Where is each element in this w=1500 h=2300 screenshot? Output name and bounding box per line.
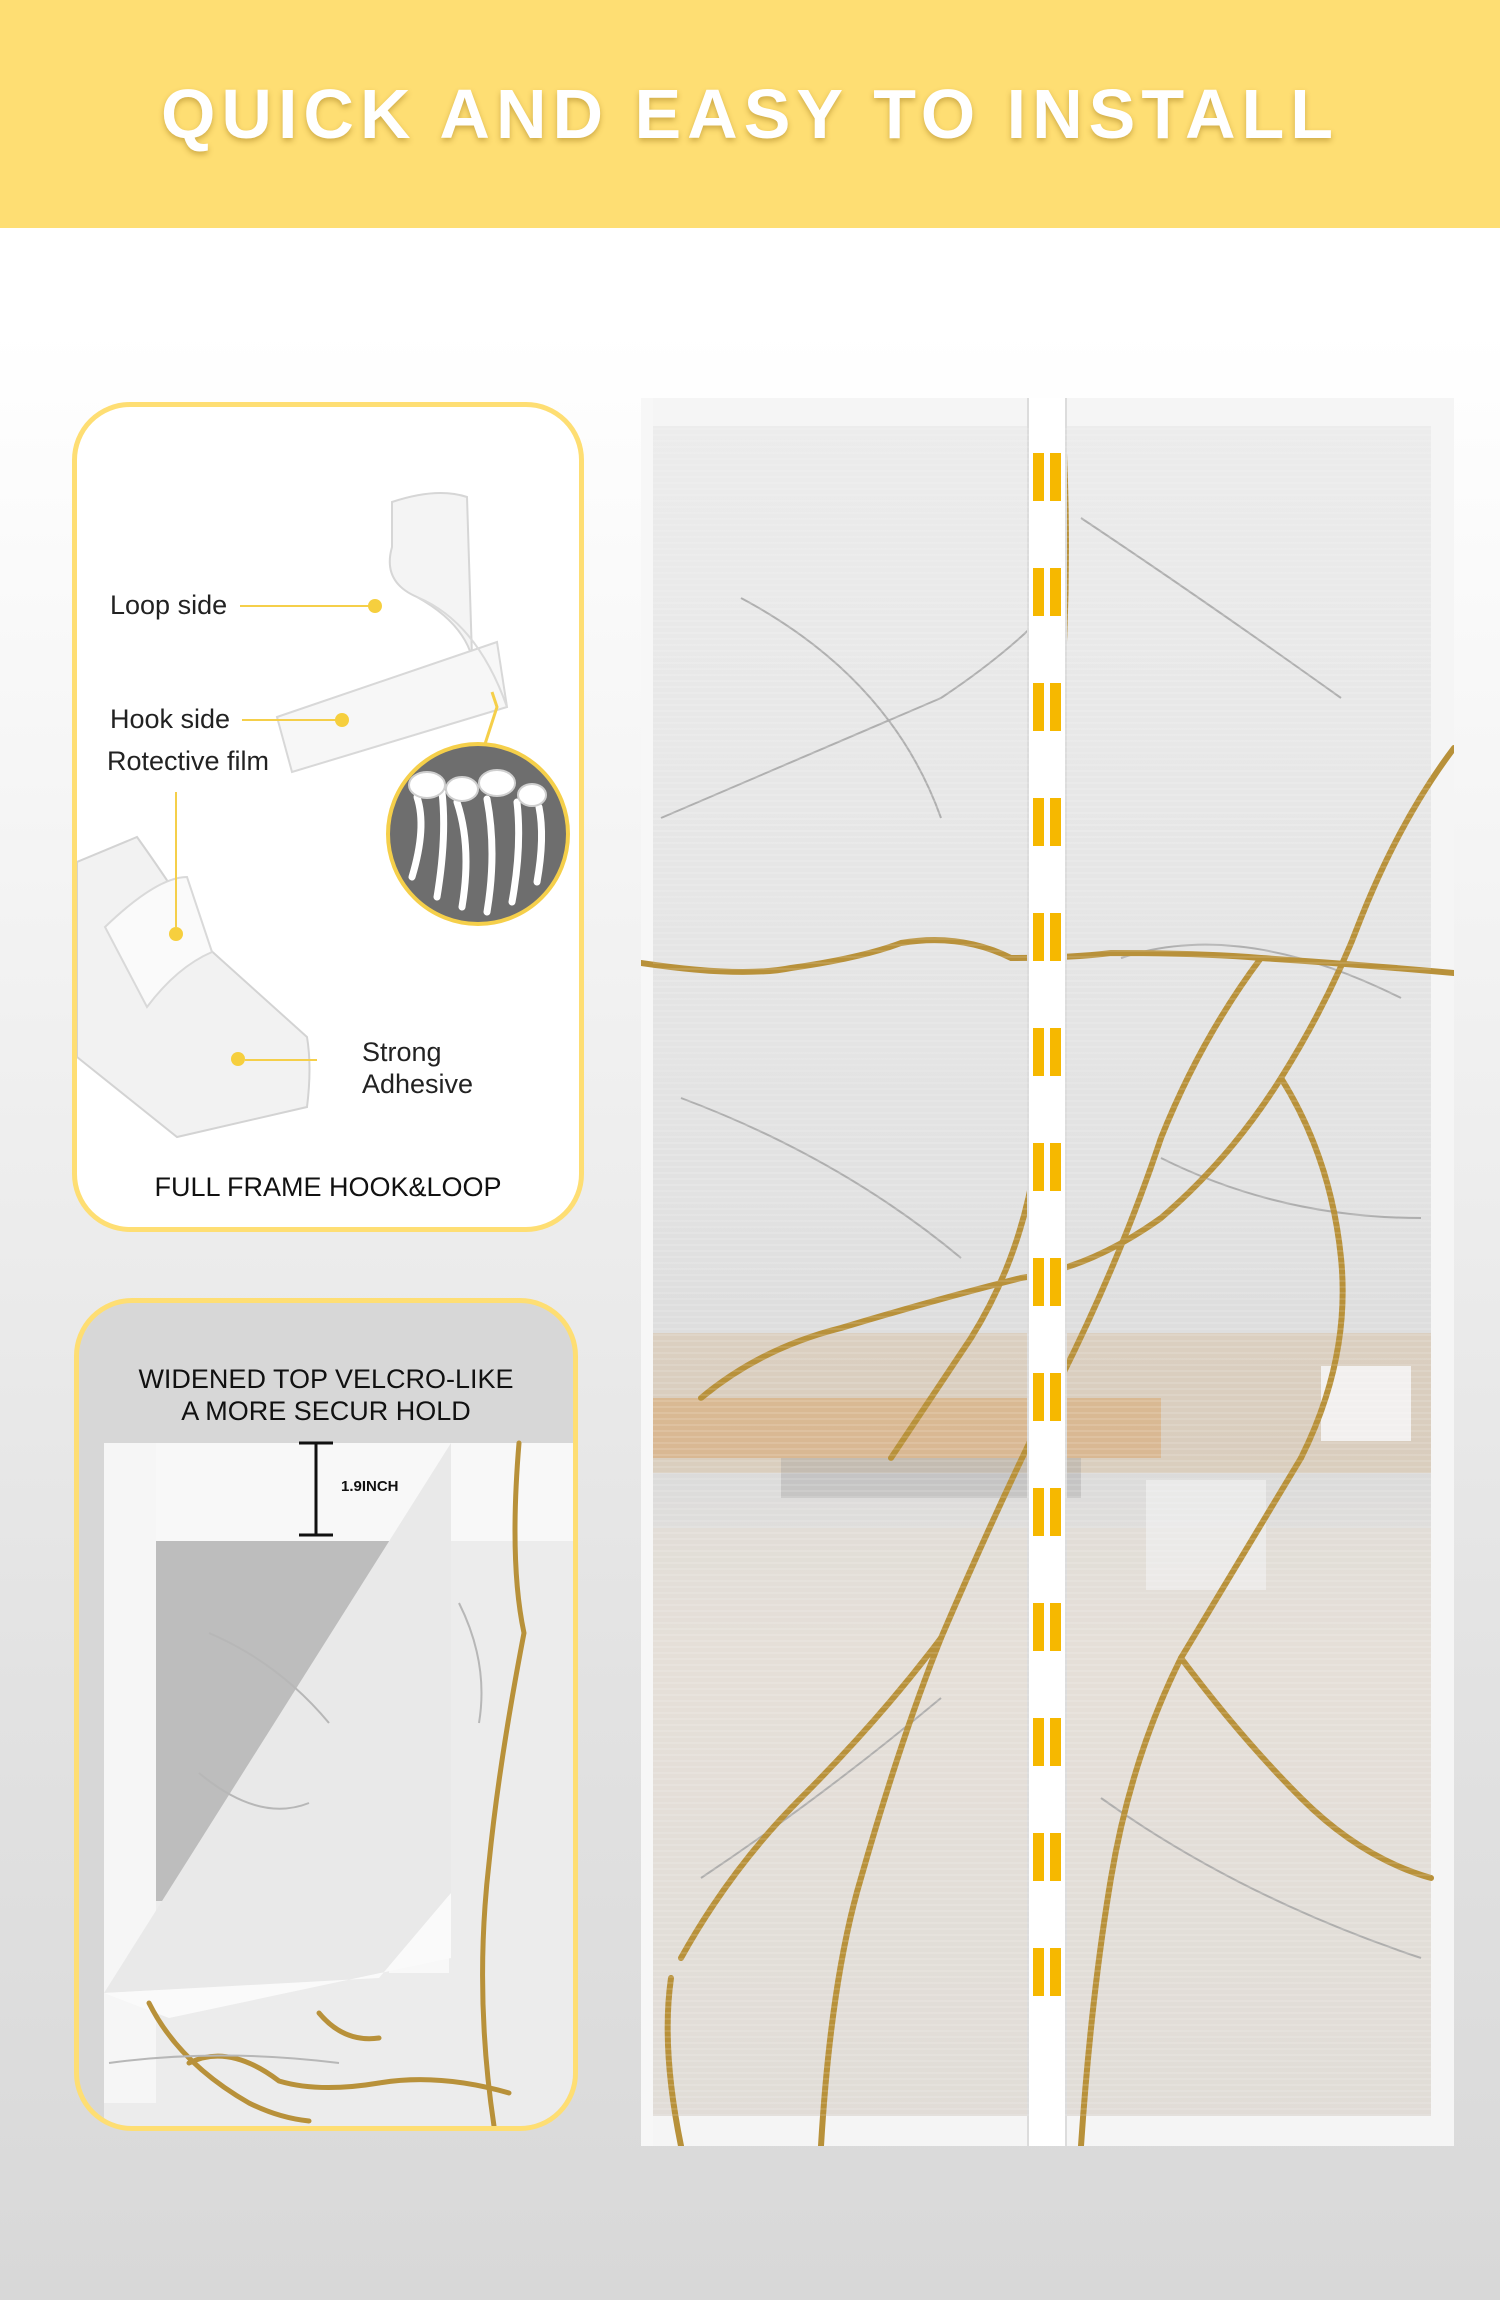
protective-film-leader <box>175 792 177 927</box>
protective-film-label: Rotective film <box>107 746 270 776</box>
widened-top-illustration <box>79 1303 573 2126</box>
magnet-strip <box>1030 453 1064 2133</box>
hook-side-leader <box>242 719 337 721</box>
widened-top-heading-line2: A MORE SECUR HOLD <box>181 1396 471 1426</box>
hook-loop-panel <box>72 402 584 1232</box>
loop-side-leader <box>240 605 370 607</box>
adhesive-marker <box>231 1052 245 1066</box>
loop-side-label: Loop side <box>110 590 228 620</box>
adhesive-label-line2: Adhesive <box>362 1069 474 1099</box>
hook-loop-caption: FULL FRAME HOOK&LOOP <box>154 1172 502 1202</box>
magnet-pairs <box>1030 453 1064 2133</box>
measurement-label: 1.9INCH <box>341 1478 399 1495</box>
widened-top-heading-line1: WIDENED TOP VELCRO-LIKE <box>138 1364 514 1394</box>
hook-side-label: Hook side <box>110 704 231 734</box>
adhesive-leader <box>245 1059 317 1061</box>
adhesive-label-line1: Strong <box>362 1037 442 1067</box>
header-banner <box>0 0 1500 228</box>
velcro-strip-illustration <box>77 407 579 1227</box>
hook-side-marker <box>335 713 349 727</box>
protective-film-marker <box>169 927 183 941</box>
magnetic-door-screen <box>641 398 1454 2146</box>
widened-top-panel <box>74 1298 578 2131</box>
loop-side-marker <box>368 599 382 613</box>
banner-title: QUICK AND EASY TO INSTALL <box>160 75 1340 153</box>
